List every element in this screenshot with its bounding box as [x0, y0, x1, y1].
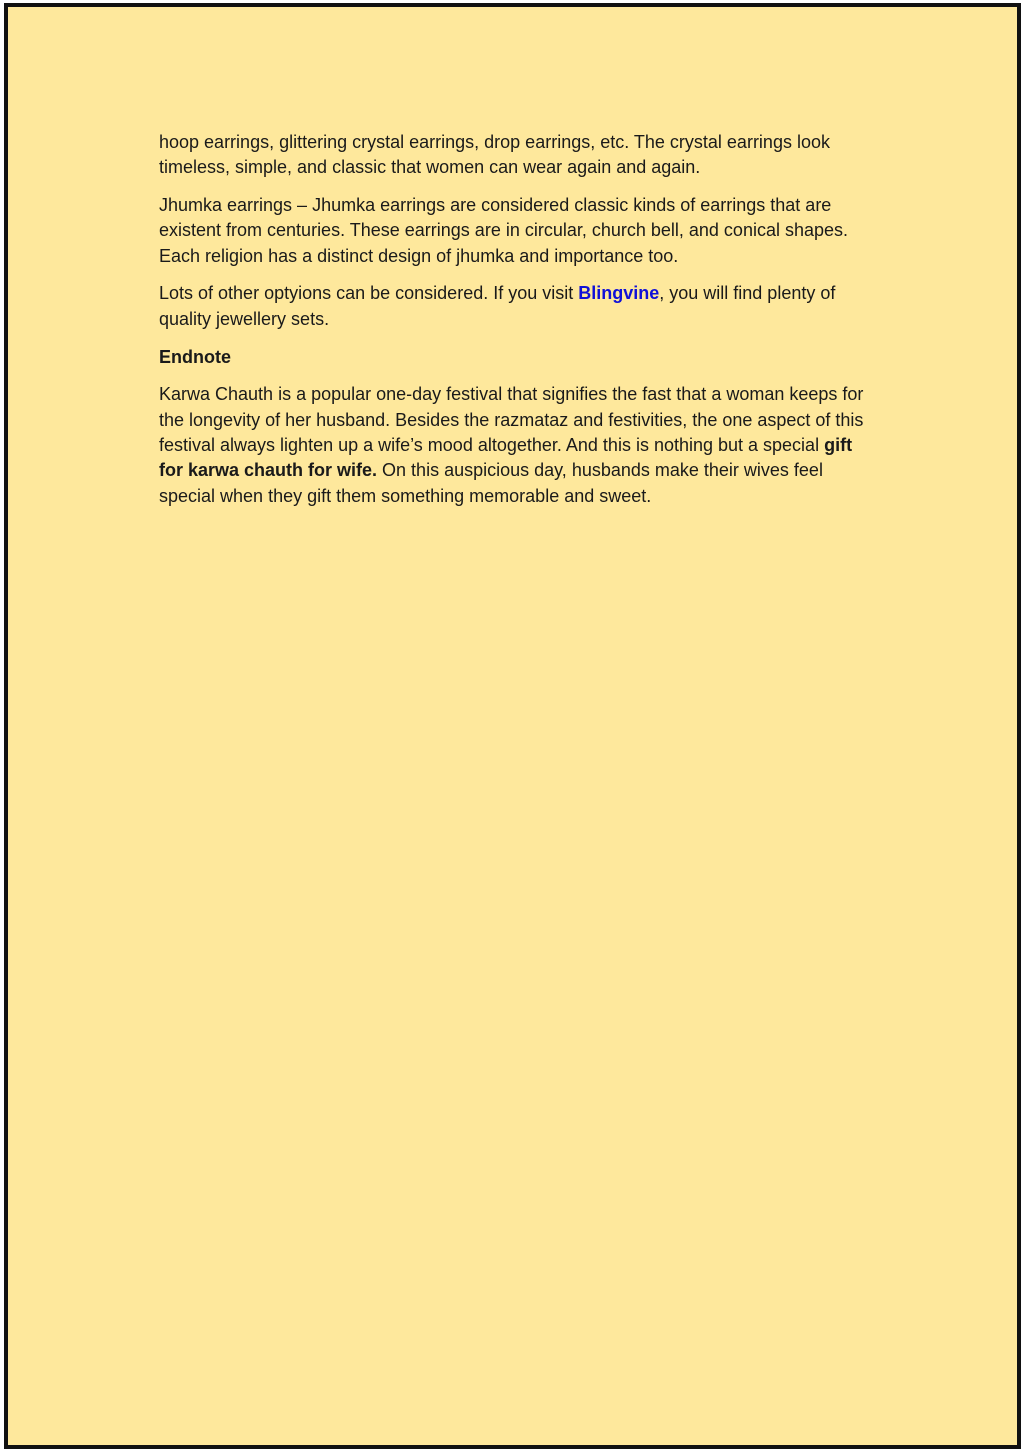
- paragraph-blingvine: [159, 281, 879, 332]
- paragraph-karwa-chauth: [159, 382, 879, 508]
- blingvine-link[interactable]: Blingvine: [578, 283, 660, 304]
- paragraph-karwa-text-before: Karwa Chauth is a popular one-day festival that signifies the fast that a woman keeps for the longevity of her husband. Besides the razmataz and festivities, the one aspect of this festival always lighten up a wife’s mood altogether. And this is nothing but a special: [159, 384, 864, 455]
- paragraph-blingvine-text-before: Lots of other optyions can be considered. If you visit: [159, 283, 579, 304]
- paragraph-karwa-text-after: On this auspicious day, husbands make their wives feel special when they gift them something memorable and sweet.: [159, 460, 823, 506]
- endnote-heading: Endnote: [159, 346, 231, 367]
- paragraph-blingvine-text-after: , you will find plenty of quality jewellery sets.: [159, 283, 836, 329]
- document-page: [4, 3, 1021, 1449]
- document-body: [159, 130, 879, 521]
- paragraph-jhumka: Jhumka earrings – Jhumka earrings are considered classic kinds of earrings that are existent from centuries. These earrings are in circular, church bell, and conical shapes. Each religion has a distinct design of jhumka and importance too.: [159, 195, 849, 266]
- gift-keyword: gift for karwa chauth for wife.: [159, 434, 853, 481]
- paragraph-earring-types: hoop earrings, glittering crystal earrings, drop earrings, etc. The crystal earrings look timeless, simple, and classic that women can wear again and again.: [159, 132, 830, 178]
